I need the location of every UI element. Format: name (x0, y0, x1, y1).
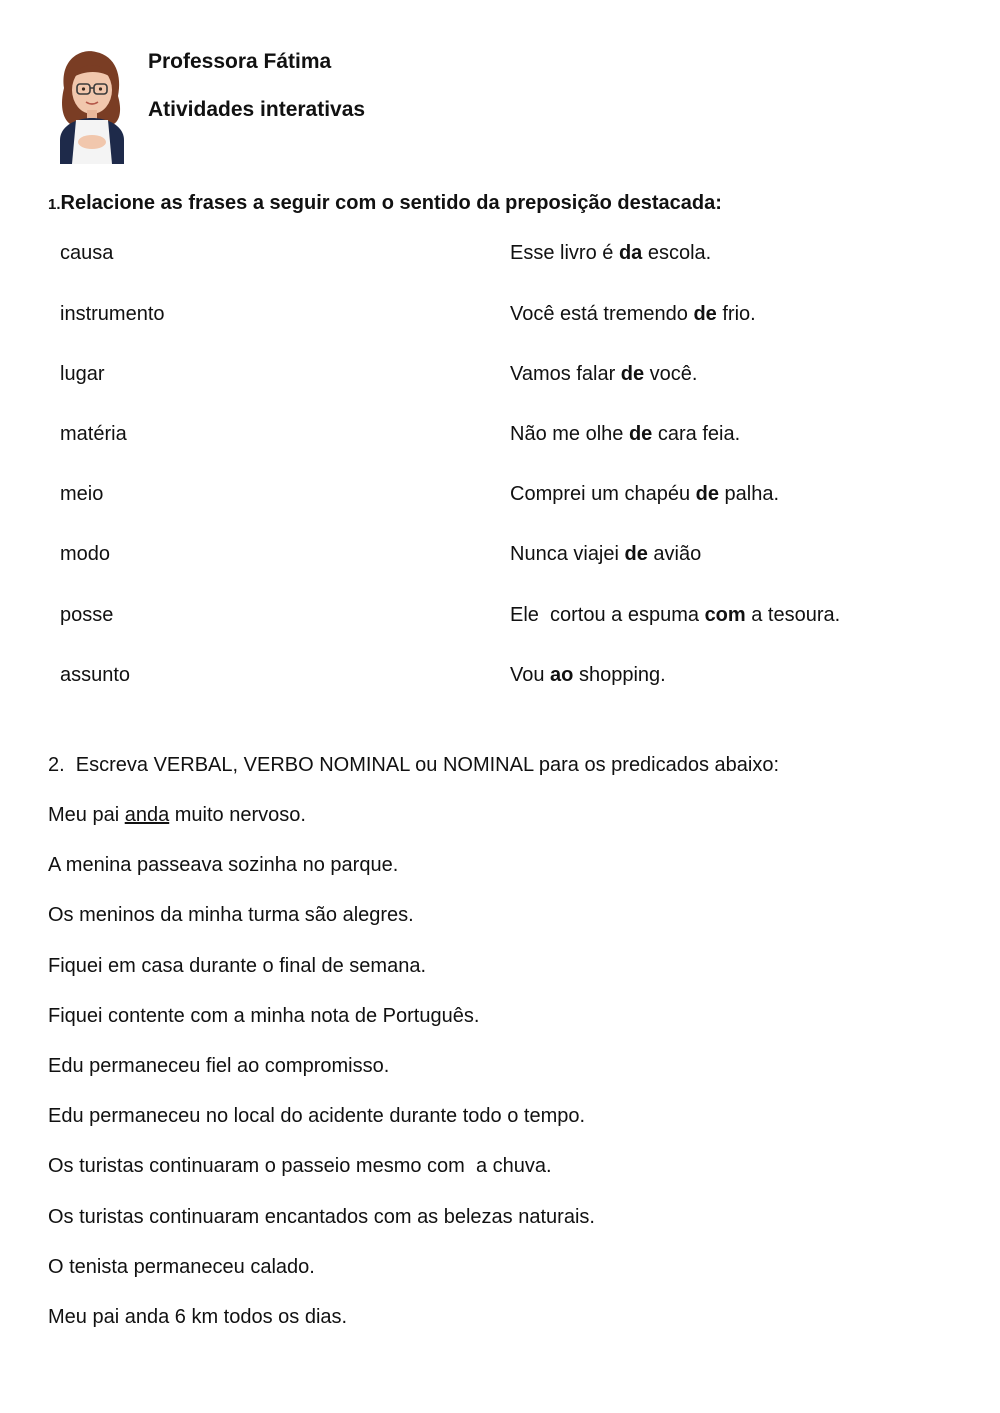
predicate-line[interactable]: Edu permaneceu no local do acidente durante todo o tempo. (48, 1105, 586, 1127)
question-1-number: 1. (48, 196, 61, 213)
highlighted-preposition: de (695, 483, 719, 505)
meaning-item[interactable]: assunto (60, 664, 131, 686)
highlighted-preposition: de (693, 303, 717, 325)
predicate-line[interactable]: O tenista permaneceu calado. (48, 1256, 315, 1278)
sentence-item[interactable]: Comprei um chapéu de palha. (510, 483, 780, 505)
highlighted-preposition: com (704, 604, 746, 626)
meaning-item[interactable]: instrumento (60, 303, 165, 325)
highlighted-preposition: de (620, 363, 645, 385)
sentence-item[interactable]: Você está tremendo de frio. (510, 303, 756, 325)
sentence-item[interactable]: Esse livro é da escola. (510, 242, 712, 264)
highlighted-preposition: ao (550, 664, 574, 686)
author-title: Professora Fátima (148, 50, 332, 73)
sentence-item[interactable]: Vou ao shopping. (510, 664, 666, 686)
question-2-prompt: 2. Escreva VERBAL, VERBO NOMINAL ou NOMINAL para os predicados abaixo: (48, 754, 780, 776)
activity-subtitle: Atividades interativas (148, 98, 366, 121)
predicate-line[interactable]: Fiquei contente com a minha nota de Português. (48, 1005, 480, 1027)
teacher-avatar (52, 48, 132, 164)
predicate-line[interactable]: Fiquei em casa durante o final de semana. (48, 955, 426, 977)
question-1-text: Relacione as frases a seguir com o sentido da preposição destacada: (60, 192, 722, 214)
meaning-item[interactable]: posse (60, 604, 114, 626)
meaning-item[interactable]: meio (60, 483, 104, 505)
highlighted-preposition: de (624, 543, 648, 565)
predicate-line[interactable]: Os turistas continuaram encantados com as belezas naturais. (48, 1206, 595, 1228)
meaning-item[interactable]: lugar (60, 363, 105, 385)
question-1-prompt (48, 192, 722, 215)
underlined-verb: anda (124, 804, 170, 826)
sentence-item[interactable]: Nunca viajei de avião (510, 543, 702, 565)
highlighted-preposition: de (628, 423, 653, 445)
sentence-item[interactable]: Ele cortou a espuma com a tesoura. (510, 604, 841, 626)
meaning-item[interactable]: matéria (60, 423, 127, 445)
predicate-line[interactable]: Meu pai anda muito nervoso. (48, 804, 306, 826)
sentence-item[interactable]: Não me olhe de cara feia. (510, 423, 741, 445)
meaning-item[interactable]: causa (60, 242, 114, 264)
predicate-line[interactable]: Edu permaneceu fiel ao compromisso. (48, 1055, 390, 1077)
predicate-line[interactable]: Os turistas continuaram o passeio mesmo com a chuva. (48, 1155, 552, 1177)
sentence-item[interactable]: Vamos falar de você. (510, 363, 698, 385)
predicate-line[interactable]: Meu pai anda 6 km todos os dias. (48, 1306, 348, 1328)
predicate-line[interactable]: Os meninos da minha turma são alegres. (48, 904, 414, 926)
highlighted-preposition: da (618, 242, 643, 264)
predicate-line[interactable]: A menina passeava sozinha no parque. (48, 854, 399, 876)
meaning-item[interactable]: modo (60, 543, 111, 565)
